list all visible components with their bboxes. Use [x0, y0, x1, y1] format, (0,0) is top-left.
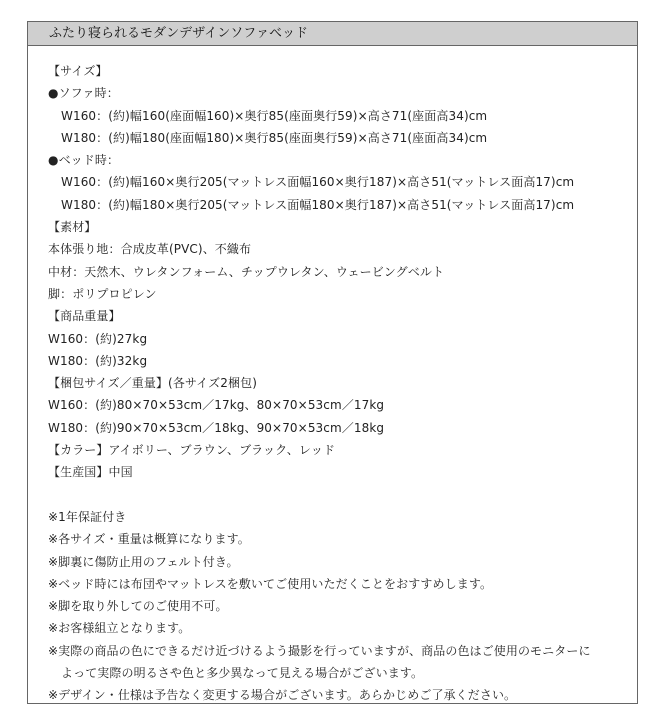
- package-heading: 【梱包サイズ／重量】(各サイズ2梱包): [48, 376, 257, 391]
- note-color-line1: ※実際の商品の色にできるだけ近づけるよう撮影を行っていますが、商品の色はご使用のモニターに: [48, 643, 591, 658]
- country-of-origin: 【生産国】中国: [48, 465, 133, 480]
- weight-w180: W180：(約)32kg: [48, 353, 148, 368]
- page-title: ふたり寝られるモダンデザインソファベッド: [28, 22, 637, 46]
- bed-size-w160: W160：(約)幅160×奥行205(マットレス面幅160×奥行187)×高さ51(マットレス面高17)cm: [61, 175, 575, 190]
- note-futon: ※ベッド時には布団やマットレスを敷いてご使用いただくことをおすすめします。: [48, 576, 493, 591]
- spec-content: [28, 46, 637, 707]
- note-felt: ※脚裏に傷防止用のフェルト付き。: [48, 554, 239, 569]
- material-heading: 【素材】: [48, 220, 97, 235]
- note-warranty: ※1年保証付き: [48, 509, 127, 524]
- note-legs-removed: ※脚を取り外してのご使用不可。: [48, 599, 228, 614]
- sofa-size-w160: W160：(約)幅160(座面幅160)×奥行85(座面奥行59)×高さ71(座面高34)cm: [61, 108, 488, 123]
- material-legs: 脚：ポリプロピレン: [48, 286, 157, 301]
- note-design-change: ※デザイン・仕様は予告なく変更する場合がございます。あらかじめご了承ください。: [48, 688, 517, 703]
- package-w160: W160：(約)80×70×53cm／17kg、80×70×53cm／17kg: [48, 398, 385, 413]
- note-assembly: ※お客様組立となります。: [48, 621, 191, 636]
- size-heading: 【サイズ】: [48, 64, 108, 78]
- bed-size-w180: W180：(約)幅180×奥行205(マットレス面幅180×奥行187)×高さ51(マットレス面高17)cm: [61, 197, 575, 212]
- material-cover: 本体張り地：合成皮革(PVC)、不織布: [48, 242, 252, 257]
- package-w180: W180：(約)90×70×53cm／18kg、90×70×53cm／18kg: [48, 420, 385, 435]
- sofa-mode-heading: ●ソファ時：: [48, 86, 119, 101]
- weight-heading: 【商品重量】: [48, 309, 121, 324]
- product-spec-sheet: [27, 21, 638, 704]
- material-filling: 中材：天然木、ウレタンフォーム、チップウレタン、ウェービングベルト: [48, 264, 445, 279]
- weight-w160: W160：(約)27kg: [48, 331, 148, 346]
- note-color-line2: よって実際の明るさや色と多少異なって見える場合がございます。: [61, 666, 424, 681]
- bed-mode-heading: ●ベッド時：: [48, 153, 120, 168]
- spacer: [48, 484, 637, 506]
- note-approximate: ※各サイズ・重量は概算になります。: [48, 532, 250, 547]
- color-options: 【カラー】アイボリー、ブラウン、ブラック、レッド: [48, 443, 336, 458]
- sofa-size-w180: W180：(約)幅180(座面幅180)×奥行85(座面奥行59)×高さ71(座面高34)cm: [61, 130, 488, 145]
